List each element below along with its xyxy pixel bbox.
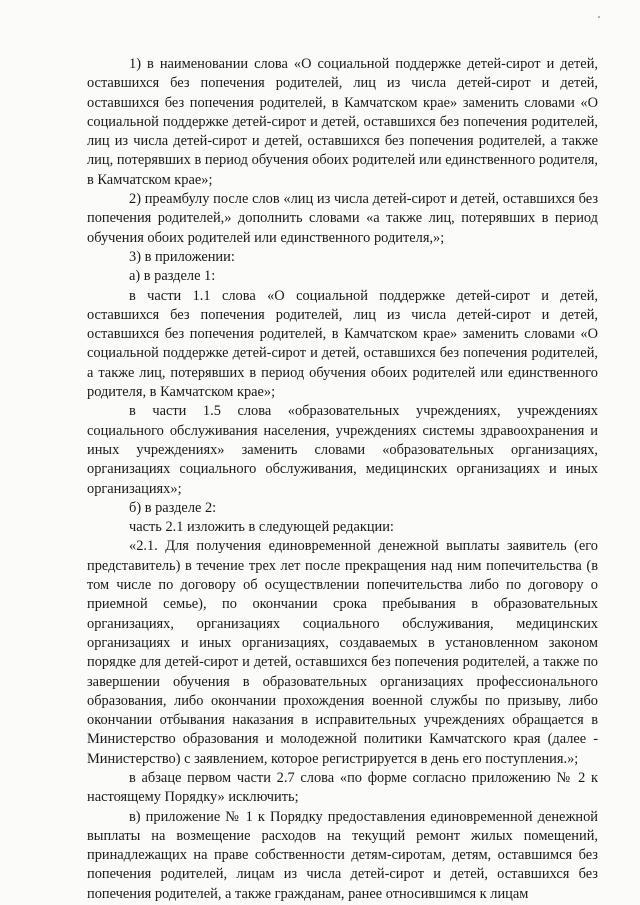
paragraph-subitem-b: б) в разделе 2: bbox=[129, 499, 217, 516]
document-body bbox=[87, 55, 598, 904]
paragraph-part-1-5: в части 1.5 слова «образовательных учреждениях, учреждениях социального обслуживания населения, учреждениях системы здравоохранения и иных учреждениях» заменить словами «образовательных организациях, организациях социального обслуживания, медицинских организациях и иных организациях»; bbox=[87, 403, 598, 497]
paragraph-part-2-1-text: «2.1. Для получения единовременной денежной выплаты заявитель (его представитель) в течение трех лет после прекращения над ним попечительства (в том числе по договору об осуществлении попечительства либо по договору о приемной семье), по окончании срока пребывания в образовательных организациях, организациях социального обслуживания, медицинских организациях и иных организациях, создаваемых в установленном законом порядке для детей-сирот и детей, оставшихся без попечения родителей, а также по завершении обучения в образовательных организациях профессионального образования, либо окончании прохождения военной службы по призыву, либо окончании отбывания наказания в исправительных учреждениях обращается в Министерство образования и молодежной политики Камчатского края (далее - Министерство) с заявлением, которое регистрируется в день его поступления.»; bbox=[87, 538, 598, 767]
scan-speck bbox=[598, 16, 600, 18]
paragraph-subitem-v: в) приложение № 1 к Порядку предоставления единовременной денежной выплаты на возмещение расходов на текущий ремонт жилых помещений, принадлежащих на праве собственности детям-сиротам, детям, оставшимся без попечения родителей, лицам из числа детей-сирот и детей, оставшихся без попечения родителей, а также гражданам, ранее относившимся к лицам bbox=[87, 808, 598, 902]
paragraph-item-3: 3) в приложении: bbox=[129, 248, 235, 265]
paragraph-part-2-1-intro: часть 2.1 изложить в следующей редакции: bbox=[129, 519, 394, 536]
paragraph-part-1-1: в части 1.1 слова «О социальной поддержке детей-сирот и детей, оставшихся без попечения родителей, лиц из числа детей-сирот и детей, оставшихся без попечения родителей, в Камчатском крае» заменить словами «О социальной поддержке детей-сирот и детей, оставшихся без попечения родителей, а также лиц, потерявших в период обучения обоих родителей или единственного родителя, в Камчатском крае»; bbox=[87, 287, 598, 401]
paragraph-item-2: 2) преамбулу после слов «лиц из числа детей-сирот и детей, оставшихся без попечения родителей,» дополнить словами «а также лиц, потерявших в период обучения обоих родителей или единственного родителя,»; bbox=[87, 191, 598, 246]
paragraph-subitem-a: а) в разделе 1: bbox=[129, 268, 216, 285]
paragraph-item-1: 1) в наименовании слова «О социальной поддержке детей-сирот и детей, оставшихся без попечения родителей, лиц из числа детей-сирот и детей, оставшихся без попечения родителей, в Камчатском крае» заменить словами «О социальной поддержке детей-сирот и детей, оставшихся без попечения родителей, лиц из числа детей-сирот и детей, оставшихся без попечения родителей, а также лиц, потерявших в период обучения обоих родителей или единственного родителя, в Камчатском крае»; bbox=[87, 56, 598, 188]
paragraph-part-2-7: в абзаце первом части 2.7 слова «по форме согласно приложению № 2 к настоящему Порядку» исключить; bbox=[87, 769, 598, 806]
